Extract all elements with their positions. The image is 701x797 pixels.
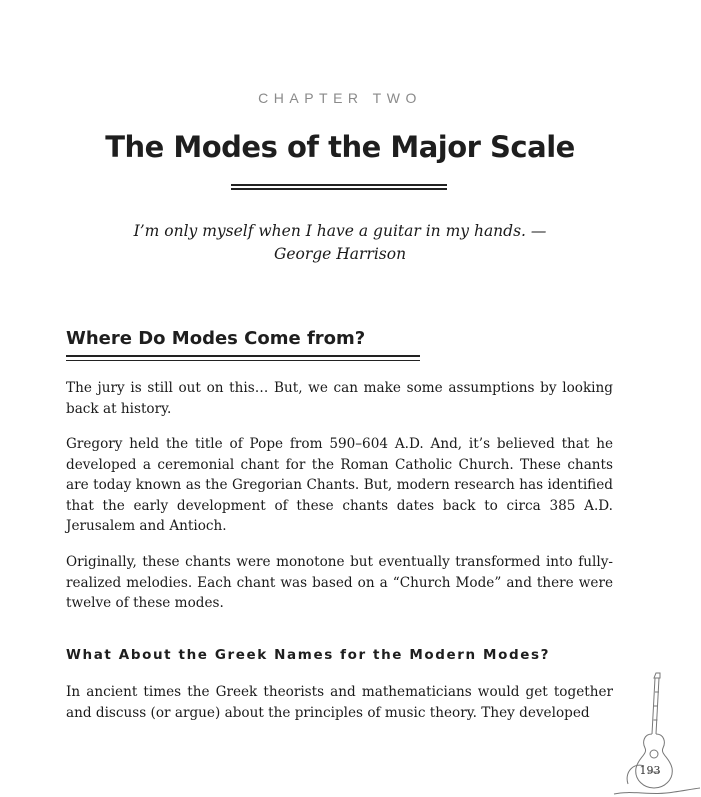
guitar-icon — [612, 672, 701, 797]
body-paragraph: Originally, these chants were monotone but eventually transformed into fully-realized melodies. Each chant was based on a “Church Mode” and there were twelve of these modes. — [66, 554, 613, 611]
section-double-rule — [66, 355, 420, 357]
epigraph-quote — [80, 220, 600, 266]
page-number: 193 — [639, 764, 661, 777]
title-double-rule — [231, 184, 447, 189]
body-paragraph: The jury is still out on this… But, we can make some assumptions by looking back at history. — [66, 380, 613, 417]
subsection-heading: What About the Greek Names for the Modern Modes? — [66, 647, 551, 663]
epigraph-line: I’m only myself when I have a guitar in my hands. — — [133, 222, 547, 240]
chapter-title: The Modes of the Major Scale — [105, 130, 575, 164]
chapter-label: CHAPTER TWO — [258, 90, 422, 106]
body-paragraph: Gregory held the title of Pope from 590–604 A.D. And, it’s believed that he developed a ceremonial chant for the Roman Catholic Church. These chants are today known as the Gregorian Chants. But, modern research has identified that the early development of these chants dates back to circa 385 A.D. Jerusalem and Antioch. — [66, 436, 613, 534]
section-heading: Where Do Modes Come from? — [66, 328, 366, 349]
body-paragraph: In ancient times the Greek theorists and mathematicians would get together and discuss (or argue) about the principles of music theory. They developed — [66, 684, 613, 721]
epigraph-attribution: George Harrison — [273, 245, 407, 263]
